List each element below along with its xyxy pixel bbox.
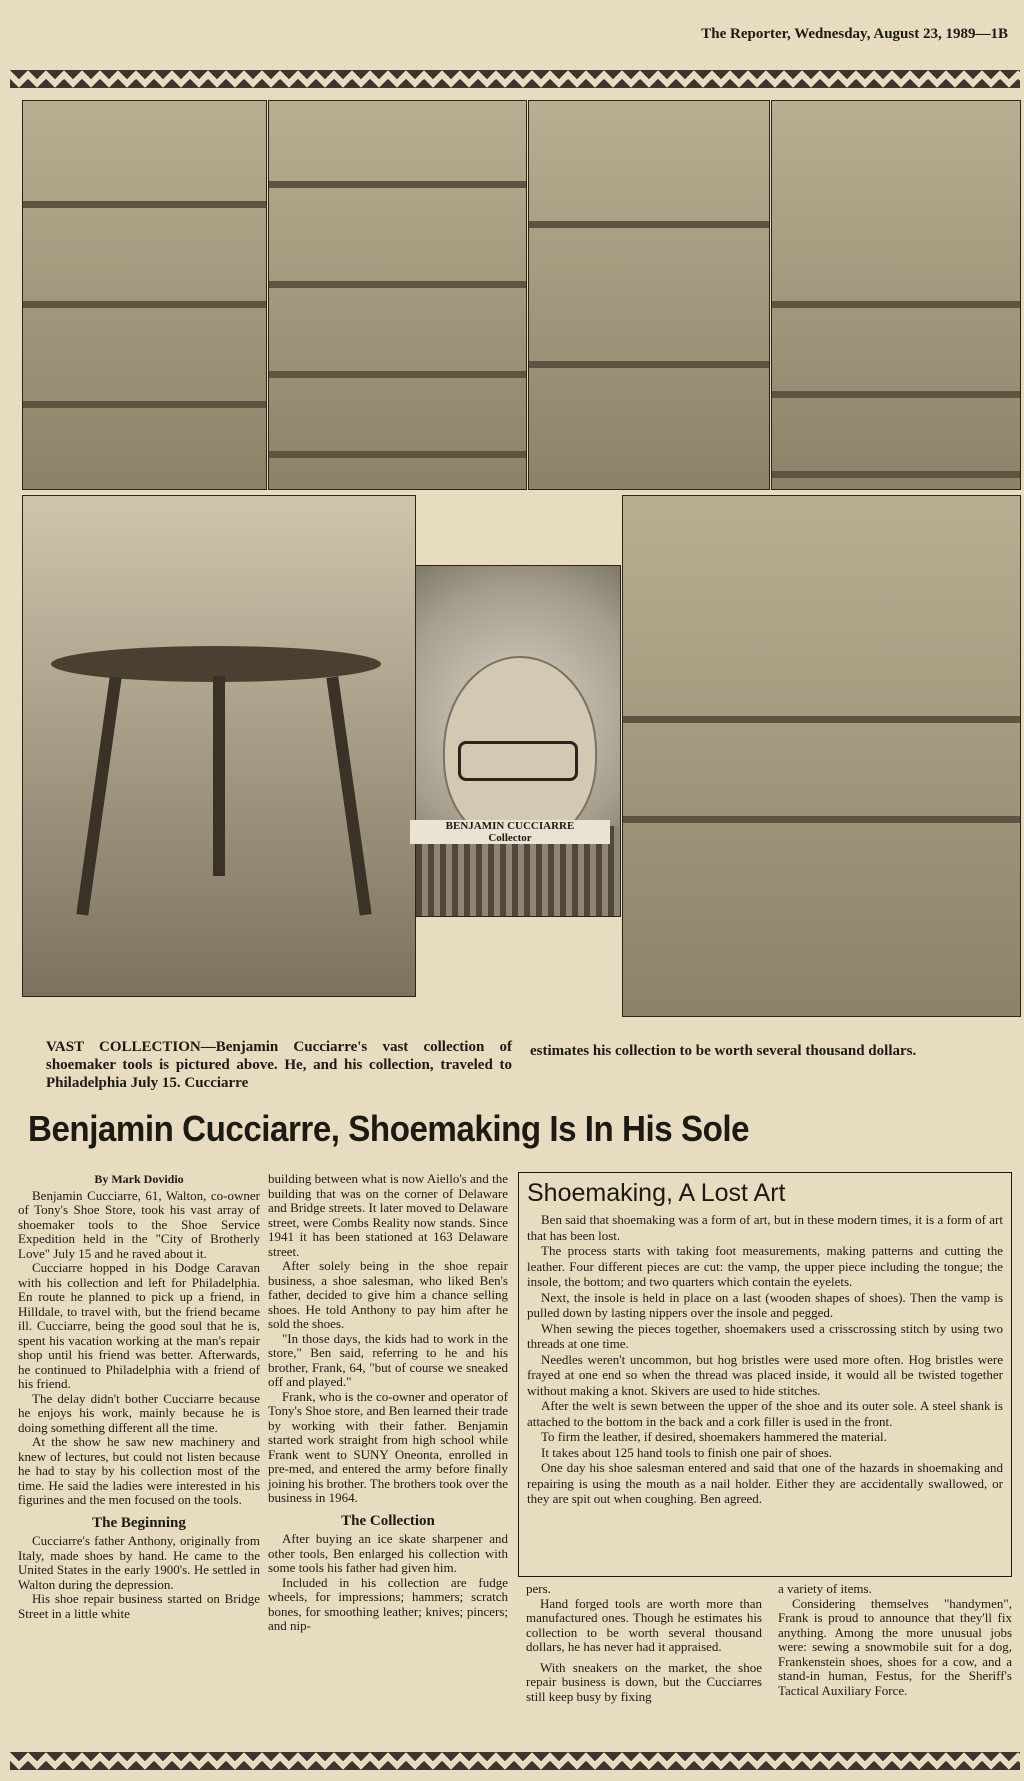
photo-cutline-right: estimates his collection to be worth several thousand dollars. xyxy=(530,1043,917,1059)
sidebar-title: Shoemaking, A Lost Art xyxy=(527,1179,786,1207)
column-4 xyxy=(778,1582,1012,1698)
photo-pliers-board xyxy=(22,100,267,490)
photo-awls-board xyxy=(268,100,527,490)
paragraph: "In those days, the kids had to work in the store," Ben said, referring to he and his brother, Frank, 64, "but of course we sneaked off and played." xyxy=(268,1330,508,1389)
paragraph: Ben said that shoemaking was a form of art, but in these modern times, it is a form of art that has been lost. xyxy=(527,1212,1003,1243)
sidebar-box xyxy=(518,1172,1012,1577)
paragraph: The delay didn't bother Cucciarre because he enjoys his work, mainly because he is doing something different all the time. xyxy=(18,1390,260,1435)
paragraph: Needles weren't uncommon, but hog bristles were used more often. Hog bristles were frayed at one end so when the thread was placed inside, it would all be twisted together without making a knot. Skivers are used to hide stitches. xyxy=(527,1351,1003,1398)
paragraph: After solely being in the shoe repair business, a shoe salesman, who liked Ben's father, decided to give him a chance selling shoes. He told Anthony to pay him after he sold the shoes. xyxy=(268,1258,508,1331)
portrait-caption xyxy=(410,820,610,844)
photo-hammers-board xyxy=(528,100,770,490)
paragraph: Included in his collection are fudge wheels, for impressions; hammers; scratch bones, for smoothing leather; knives; pincers; and nip- xyxy=(268,1574,508,1633)
column-2 xyxy=(268,1172,508,1634)
paragraph: One day his shoe salesman entered and said that one of the hazards in shoemaking and repairing is using the mouth as a nail holder. Either they are accidentally swallowed, or they are spit out when coughing. Ben agreed. xyxy=(527,1460,1003,1506)
paragraph: pers. xyxy=(526,1581,551,1596)
paragraph: After buying an ice skate sharpener and other tools, Ben enlarged his collection with some tools his father had given him. xyxy=(268,1531,508,1575)
paragraph: Benjamin Cucciarre, 61, Walton, co-owner of Tony's Shoe Store, took his vast array of shoemaker tools to the Shoe Service Expedition held in the "City of Brotherly Love" July 15 and he raved about it. xyxy=(18,1187,260,1261)
paragraph: building between what is now Aiello's and the building that was on the corner of Delaware and Bridge streets. It later moved to Delaware street, were Combs Reality now stands. Since 1941 it has been stationed at 163 Delaware street. xyxy=(268,1171,508,1259)
paragraph: It takes about 125 hand tools to finish one pair of shoes. xyxy=(541,1444,833,1460)
sidebar-text xyxy=(527,1212,1003,1507)
paragraph: Hand forged tools are worth more than manufactured ones. Though he estimates his collection to be worth several thousand dollars, he has never had it appraised. xyxy=(526,1595,762,1654)
paragraph: Cucciarre hopped in his Dodge Caravan with his collection and left for Philadelphia. En route he planned to pick up a friend, in Hilldale, to travel with, but the friend became ill. Cucciarre, being the good soul that he is, spent his vacation working at the man's repair shop until his friend was better. Afterwards, he continued to Philadelphia with a friend of his friend. xyxy=(18,1260,260,1391)
portrait-caption-role: Collector xyxy=(488,832,532,844)
column-1 xyxy=(18,1172,260,1621)
paragraph: Cucciarre's father Anthony, originally from Italy, made shoes by hand. He came to the United States in the early 1900's. He settled in Walton during the depression. xyxy=(18,1533,260,1592)
byline: By Mark Dovidio xyxy=(94,1172,184,1186)
subhead-beginning: The Beginning xyxy=(92,1514,186,1531)
paragraph: After the welt is sewn between the upper of the shoe and its outer sole. A steel shank is attached to the bottom in the back and a cork filler is used in the front. xyxy=(527,1398,1003,1429)
photo-figurines-shelf xyxy=(771,100,1021,490)
zigzag-border-bottom xyxy=(10,1752,1020,1770)
paragraph: Considering themselves "handymen", Frank is proud to announce that they'll fix anything. Among the more unusual jobs were: sewing a snowmobile suit for a dog, Frankenstein shoes, shoes for a cow, and a stand-in human, Festus, for the Sheriff's Tactical Auxiliary Force. xyxy=(778,1595,1012,1698)
paragraph: When sewing the pieces together, shoemakers used a crisscrossing stitch by using two threads at one time. xyxy=(527,1320,1003,1351)
photo-display-case xyxy=(622,495,1021,1017)
subhead-collection: The Collection xyxy=(341,1512,435,1529)
photo-cutline-left: VAST COLLECTION—Benjamin Cucciarre's vast collection of shoemaker tools is pictured above. He, and his collection, traveled to Philadelphia July 15. Cucciarre xyxy=(46,1039,512,1091)
paragraph: At the show he saw new machinery and knew of lectures, but could not listen because he had to stay by his collection most of the time. He said the ladies were interested in his figurines and the men focused on the tools. xyxy=(18,1434,260,1507)
paragraph: To firm the leather, if desired, shoemakers hammered the material. xyxy=(541,1429,887,1444)
paragraph: With sneakers on the market, the shoe repair business is down, but the Cucciarres still keep busy by fixing xyxy=(526,1659,762,1704)
headline: Benjamin Cucciarre, Shoemaking Is In His Sole xyxy=(28,1108,750,1149)
paragraph: Next, the insole is held in place on a last (wooden shapes of shoes). Then the vamp is pulled down by lasting nippers over the insole and pegged. xyxy=(527,1289,1003,1320)
column-3 xyxy=(526,1582,762,1704)
zigzag-border-top xyxy=(10,70,1020,88)
paragraph: His shoe repair business started on Bridge Street in a little white xyxy=(18,1591,260,1621)
paragraph: The process starts with taking foot measurements, making patterns and cutting the leather. Four different pieces are cut: the vamp, the upper piece including the tongue; the insole, the bottom; and two quarters which contain the eyelets. xyxy=(527,1243,1003,1289)
masthead: The Reporter, Wednesday, August 23, 1989—1B xyxy=(701,26,1008,42)
photo-cobbler-stool xyxy=(22,495,416,997)
paragraph: Frank, who is the co-owner and operator of Tony's Shoe store, and Ben learned their trade by working with their father. Benjamin started work straight from high school while Frank went to SUNY Oneonta, enrolled in pre-med, and entered the army before finally joining his brother. The brothers took over the business in 1964. xyxy=(268,1388,508,1505)
photo-portrait-collector xyxy=(415,565,621,917)
paragraph: a variety of items. xyxy=(778,1581,872,1596)
portrait-caption-name: BENJAMIN CUCCIARRE xyxy=(445,820,575,832)
